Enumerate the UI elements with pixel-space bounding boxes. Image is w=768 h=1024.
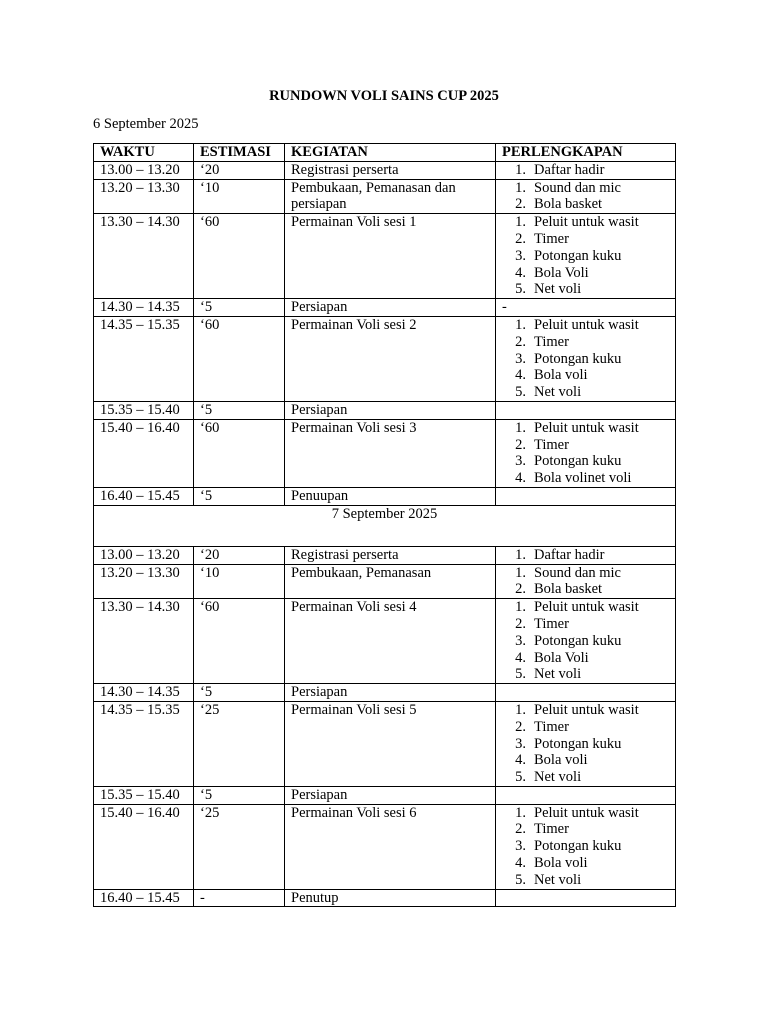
list-item [502,317,669,334]
list-item [502,838,669,855]
kegiatan-cell: Persiapan [285,684,496,702]
kegiatan-cell: Pembukaan, Pemanasan dan persiapan [285,179,496,214]
list-item [502,470,669,487]
list-item [502,265,669,282]
list-number: 2. [515,436,526,453]
list-item-text: Timer [534,436,569,453]
waktu-cell: 13.00 – 13.20 [94,161,194,179]
list-number: 2. [515,718,526,735]
perlengkapan-cell [496,786,676,804]
list-item [502,384,669,401]
estimasi-cell: ‘25 [194,804,285,889]
equipment-list [502,214,669,298]
list-number: 1. [515,214,526,231]
list-item [502,821,669,838]
equipment-list [502,547,669,564]
table-row [94,701,676,786]
waktu-cell: 13.20 – 13.30 [94,179,194,214]
waktu-cell: 15.35 – 15.40 [94,401,194,419]
list-item [502,437,669,454]
list-item-text: Timer [534,333,569,350]
perlengkapan-cell [496,546,676,564]
list-number: 3. [515,453,526,470]
list-item-text: Timer [534,718,569,735]
list-number: 5. [515,871,526,888]
list-number: 4. [515,470,526,487]
list-item-text: Peluit untuk wasit [534,214,639,231]
perlengkapan-cell [496,701,676,786]
day2-date-row [94,505,676,546]
list-number: 1. [515,564,526,581]
kegiatan-cell: Permainan Voli sesi 6 [285,804,496,889]
estimasi-cell: ‘60 [194,419,285,487]
estimasi-cell: ‘20 [194,546,285,564]
equipment-list [502,599,669,683]
list-item-text: Net voli [534,281,582,298]
list-number: 3. [515,350,526,367]
list-item-text: Net voli [534,384,582,401]
table-row [94,684,676,702]
list-item-text: Timer [534,230,569,247]
day2-date: 7 September 2025 [94,505,676,546]
list-item [502,547,669,564]
perlengkapan-cell [496,684,676,702]
list-number: 5. [515,666,526,683]
waktu-cell: 16.40 – 15.45 [94,889,194,907]
table-row [94,546,676,564]
table-body [94,161,676,907]
perlengkapan-cell [496,564,676,599]
table-row [94,161,676,179]
estimasi-cell: ‘5 [194,684,285,702]
perlengkapan-cell [496,214,676,299]
list-item [502,752,669,769]
equipment-list [502,702,669,786]
list-number: 2. [515,615,526,632]
perlengkapan-cell [496,401,676,419]
day1-date: 6 September 2025 [93,116,199,132]
estimasi-cell: ‘10 [194,179,285,214]
list-item [502,702,669,719]
equipment-list [502,420,669,487]
list-item-text: Potongan kuku [534,350,622,367]
equipment-list [502,162,669,179]
table-row [94,564,676,599]
table-row [94,299,676,317]
kegiatan-cell: Permainan Voli sesi 4 [285,599,496,684]
list-number: 2. [515,821,526,838]
perlengkapan-cell [496,804,676,889]
list-item-text: Potongan kuku [534,247,622,264]
estimasi-cell: ‘60 [194,214,285,299]
list-number: 4. [515,855,526,872]
list-item [502,453,669,470]
list-number: 5. [515,384,526,401]
header-kegiatan: KEGIATAN [285,144,496,162]
list-number: 2. [515,333,526,350]
list-number: 3. [515,838,526,855]
list-number: 1. [515,316,526,333]
list-item-text: Bola voli [534,367,588,384]
equipment-list [502,317,669,401]
list-item-text: Bola voli [534,752,588,769]
perlengkapan-cell [496,599,676,684]
list-number: 4. [515,649,526,666]
list-number: 1. [515,804,526,821]
table-row [94,214,676,299]
list-number: 2. [515,230,526,247]
equipment-list [502,180,669,214]
list-number: 3. [515,735,526,752]
header-waktu: WAKTU [94,144,194,162]
perlengkapan-cell [496,316,676,401]
kegiatan-cell: Permainan Voli sesi 1 [285,214,496,299]
list-number: 4. [515,264,526,281]
table-row [94,179,676,214]
list-number: 2. [515,581,526,598]
estimasi-cell: ‘5 [194,786,285,804]
list-item-text: Bola basket [534,196,603,213]
list-item [502,719,669,736]
perlengkapan-cell [496,889,676,907]
kegiatan-cell: Permainan Voli sesi 5 [285,701,496,786]
list-item [502,633,669,650]
table-row [94,804,676,889]
waktu-cell: 14.35 – 15.35 [94,316,194,401]
table-row [94,487,676,505]
waktu-cell: 13.20 – 13.30 [94,564,194,599]
list-number: 2. [515,196,526,213]
list-item-text: Daftar hadir [534,546,605,563]
list-item-text: Peluit untuk wasit [534,599,639,616]
list-item-text: Daftar hadir [534,161,605,178]
list-item-text: Peluit untuk wasit [534,316,639,333]
list-item [502,581,669,598]
list-number: 4. [515,367,526,384]
list-item [502,281,669,298]
list-item-text: Timer [534,615,569,632]
list-item-text: Potongan kuku [534,453,622,470]
list-item-text: Peluit untuk wasit [534,419,639,436]
estimasi-cell: ‘20 [194,161,285,179]
list-item [502,736,669,753]
list-item [502,650,669,667]
list-item-text: Sound dan mic [534,564,621,581]
list-item-text: Potongan kuku [534,838,622,855]
kegiatan-cell: Pembukaan, Pemanasan [285,564,496,599]
list-item-text: Potongan kuku [534,735,622,752]
rundown-table [93,143,676,907]
list-number: 3. [515,247,526,264]
perlengkapan-cell: - [496,299,676,317]
waktu-cell: 15.40 – 16.40 [94,804,194,889]
list-item-text: Peluit untuk wasit [534,701,639,718]
waktu-cell: 13.00 – 13.20 [94,546,194,564]
estimasi-cell: ‘5 [194,401,285,419]
list-item-text: Bola volinet voli [534,470,632,487]
list-item [502,855,669,872]
list-number: 5. [515,281,526,298]
list-item [502,231,669,248]
list-item [502,769,669,786]
waktu-cell: 14.30 – 14.35 [94,684,194,702]
table-row [94,419,676,487]
waktu-cell: 14.30 – 14.35 [94,299,194,317]
list-item [502,565,669,582]
table-row [94,316,676,401]
list-number: 1. [515,546,526,563]
waktu-cell: 14.35 – 15.35 [94,701,194,786]
list-item-text: Net voli [534,769,582,786]
list-item [502,248,669,265]
header-perlengkapan: PERLENGKAPAN [496,144,676,162]
list-item [502,666,669,683]
kegiatan-cell: Penutup [285,889,496,907]
list-number: 3. [515,632,526,649]
kegiatan-cell: Penuupan [285,487,496,505]
estimasi-cell: ‘60 [194,316,285,401]
list-item-text: Timer [534,821,569,838]
perlengkapan-cell [496,487,676,505]
waktu-cell: 13.30 – 14.30 [94,214,194,299]
kegiatan-cell: Persiapan [285,299,496,317]
estimasi-cell: ‘5 [194,299,285,317]
table-row [94,599,676,684]
waktu-cell: 13.30 – 14.30 [94,599,194,684]
estimasi-cell: ‘5 [194,487,285,505]
list-item-text: Net voli [534,666,582,683]
estimasi-cell: ‘25 [194,701,285,786]
list-item-text: Net voli [534,871,582,888]
list-number: 1. [515,599,526,616]
kegiatan-cell: Persiapan [285,401,496,419]
list-number: 1. [515,161,526,178]
header-estimasi: ESTIMASI [194,144,285,162]
list-item-text: Bola voli [534,855,588,872]
list-item [502,180,669,197]
list-number: 1. [515,179,526,196]
table-row [94,786,676,804]
list-item-text: Bola Voli [534,264,589,281]
list-item [502,351,669,368]
list-number: 1. [515,701,526,718]
kegiatan-cell: Permainan Voli sesi 2 [285,316,496,401]
estimasi-cell: - [194,889,285,907]
estimasi-cell: ‘60 [194,599,285,684]
table-row [94,889,676,907]
perlengkapan-cell [496,179,676,214]
document-title: RUNDOWN VOLI SAINS CUP 2025 [269,88,499,104]
table-header-row [94,144,676,162]
list-item [502,616,669,633]
list-item [502,196,669,213]
list-item-text: Bola Voli [534,649,589,666]
equipment-list [502,565,669,599]
perlengkapan-cell [496,419,676,487]
kegiatan-cell: Permainan Voli sesi 3 [285,419,496,487]
list-item [502,367,669,384]
list-number: 5. [515,769,526,786]
perlengkapan-cell [496,161,676,179]
estimasi-cell: ‘10 [194,564,285,599]
list-item [502,805,669,822]
kegiatan-cell: Persiapan [285,786,496,804]
kegiatan-cell: Registrasi perserta [285,161,496,179]
list-item-text: Sound dan mic [534,179,621,196]
list-item [502,334,669,351]
list-number: 1. [515,419,526,436]
kegiatan-cell: Registrasi perserta [285,546,496,564]
waktu-cell: 16.40 – 15.45 [94,487,194,505]
list-item [502,420,669,437]
equipment-list [502,805,669,889]
list-item-text: Potongan kuku [534,632,622,649]
list-item [502,162,669,179]
list-item [502,872,669,889]
list-item-text: Peluit untuk wasit [534,804,639,821]
table-row [94,401,676,419]
list-number: 4. [515,752,526,769]
list-item [502,599,669,616]
list-item-text: Bola basket [534,581,603,598]
list-item [502,214,669,231]
waktu-cell: 15.40 – 16.40 [94,419,194,487]
waktu-cell: 15.35 – 15.40 [94,786,194,804]
